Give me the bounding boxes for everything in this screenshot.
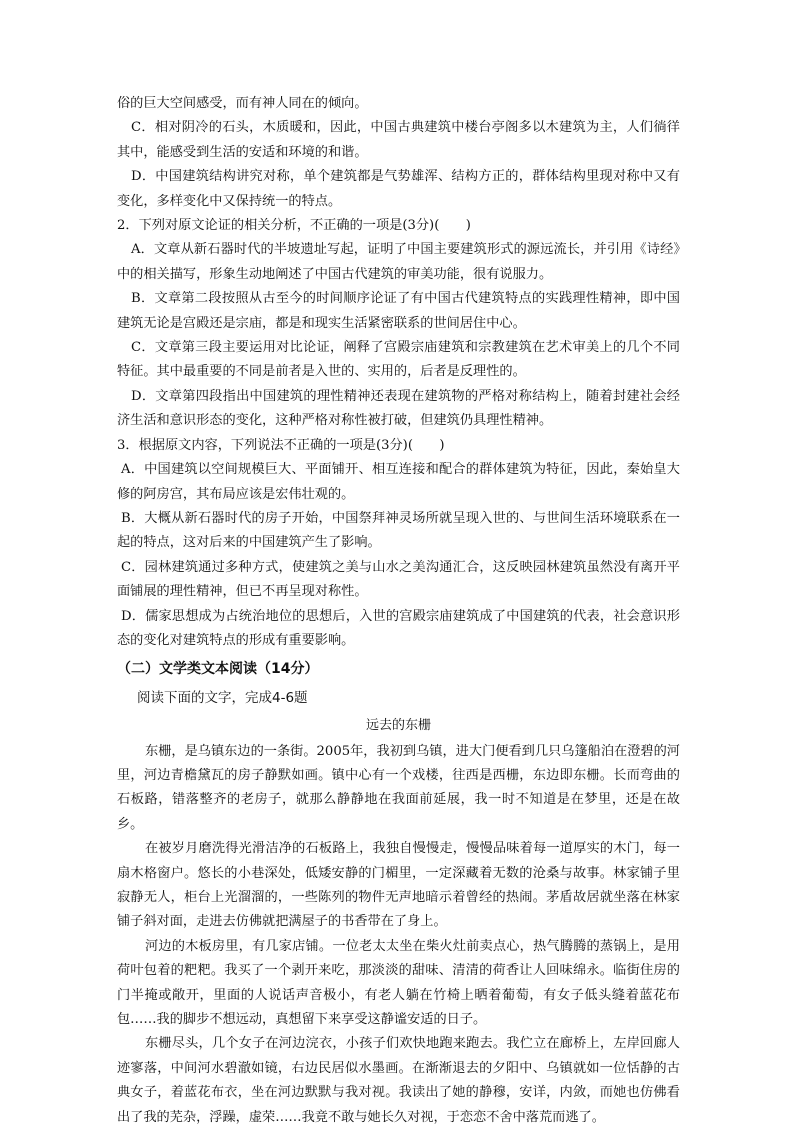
q1-option-d: D．中国建筑结构讲究对称，单个建筑都是气势雄浑、结构方正的，群体结构里现对称中又有变化，多样变化中又保持统一的特点。 (117, 169, 680, 209)
q2-option-c: C．文章第三段主要运用对比论证，阐释了宫殿宗庙建筑和宗教建筑在艺术审美上的几个不同特征。其中最重要的不同是前者是入世的、实用的，后者是反理性的。 (117, 340, 680, 380)
q2-stem: 2．下列对原文论证的相关分析，不正确的一项是(3分)( ) (117, 218, 471, 234)
q3-option-c: C．园林建筑通过多种方式，使建筑之美与山水之美沟通汇合，这反映园林建筑虽然没有离开平面铺展的理性精神，但已不再呈现对称性。 (117, 559, 680, 600)
q1-option-b-tail: 俗的巨大空间感受，而有神人同在的倾向。 (117, 96, 368, 111)
section-heading: （二）文学类文本阅读（14分） (117, 661, 319, 678)
reading-instruction: 阅读下面的文字，完成4-6题 (137, 689, 308, 706)
q1-option-c: C．相对阴冷的石头，木质暖和，因此，中国古典建筑中楼台亭阁多以木建筑为主，人们徜徉其中，能感受到生活的安适和环境的和谐。 (117, 120, 680, 160)
q2-option-d: D．文章第四段指出中国建筑的理性精神还表现在建筑物的严格对称结构上，随着封建社会经济生活和意识形态的变化，这种严格对称性被打破，但建筑仍具理性精神。 (117, 388, 680, 429)
story-paragraph: 河边的木板房里，有几家店铺。一位老太太坐在柴火灶前卖点心，热气腾腾的蒸锅上，是用荷叶包着的粑粑。我买了一个剥开来吃，那淡淡的甜味、清清的荷香让人回味绵永。临街住房的门半掩或敞开，里面的人说话声音极小，有老人躺在竹椅上晒着葡萄，有女子低头缝着蓝花布包……我的脚步不想远动，真想留下来享受这静谧安适的日子。 (117, 938, 680, 1028)
q3-option-a: A．中国建筑以空间规模巨大、平面铺开、相互连接和配合的群体建筑为特征，因此，秦始皇大修的阿房宫，其布局应该是宏伟壮观的。 (117, 462, 680, 502)
document-page (117, 92, 680, 1130)
story-paragraph: 东栅尽头，几个女子在河边浣衣，小孩子们欢快地跑来跑去。我伫立在廊桥上，左岸回廊人迹寥落，中间河水碧澈如镜，右边民居似水墨画。在渐渐退去的夕阳中、乌镇就如一位恬静的古典女子，着蓝花布衣，坐在河边默默与我对视。我读出了她的静穆，安详，内敛，而她也仿佛看出了我的芜杂，浮躁，虚荣……我竟不敢与她长久对视，于恋恋不舍中落荒而逃了。 (117, 1036, 680, 1125)
q3-stem: 3．根据原文内容，下列说法不正确的一项是(3分)( ) (117, 437, 445, 453)
story-title: 远去的东栅 (365, 718, 431, 734)
q3-option-b: B．大概从新石器时代的房子开始，中国祭拜神灵场所就呈现入世的、与世间生活环境联系在一起的特点，这对后来的中国建筑产生了影响。 (117, 510, 680, 551)
q3-option-d: D．儒家思想成为占统治地位的思想后，入世的宫殿宗庙建筑成了中国建筑的代表，社会意识形态的变化对建筑特点的形成有重要影响。 (117, 608, 680, 648)
q2-option-a: A．文章从新石器时代的半坡遗址写起，证明了中国主要建筑形式的源远流长，并引用《诗经》中的相关描写，形象生动地阐述了中国古代建筑的审美功能，很有说服力。 (117, 242, 680, 282)
story-paragraph: 东栅，是乌镇东边的一条街。2005年，我初到乌镇，进大门便看到几只乌篷船泊在澄碧的河里，河边青檐黛瓦的房子静默如画。镇中心有一个戏楼，往西是西栅，东边即东栅。长而弯曲的石板路，错落整齐的老房子，就那么静静地在我面前延展，我一时不知道是在梦里，还是在故乡。 (117, 743, 680, 832)
q2-option-b: B．文章第二段按照从古至今的时间顺序论证了有中国古代建筑特点的实践理性精神，即中国建筑无论是宫殿还是宗庙，都是和现实生活紧密联系的世间居住中心。 (117, 291, 680, 331)
story-paragraph: 在被岁月磨洗得光滑洁净的石板路上，我独自慢慢走，慢慢品味着每一道厚实的木门，每一扇木格窗户。悠长的小巷深处，低矮安静的门楣里，一定深藏着无数的沧桑与故事。林家铺子里寂静无人，柜台上光溜溜的，一些陈列的物件无声地暗示着曾经的热闹。茅盾故居就坐落在林家铺子斜对面，走进去仿佛就把满屋子的书香带在了身上。 (117, 841, 680, 930)
